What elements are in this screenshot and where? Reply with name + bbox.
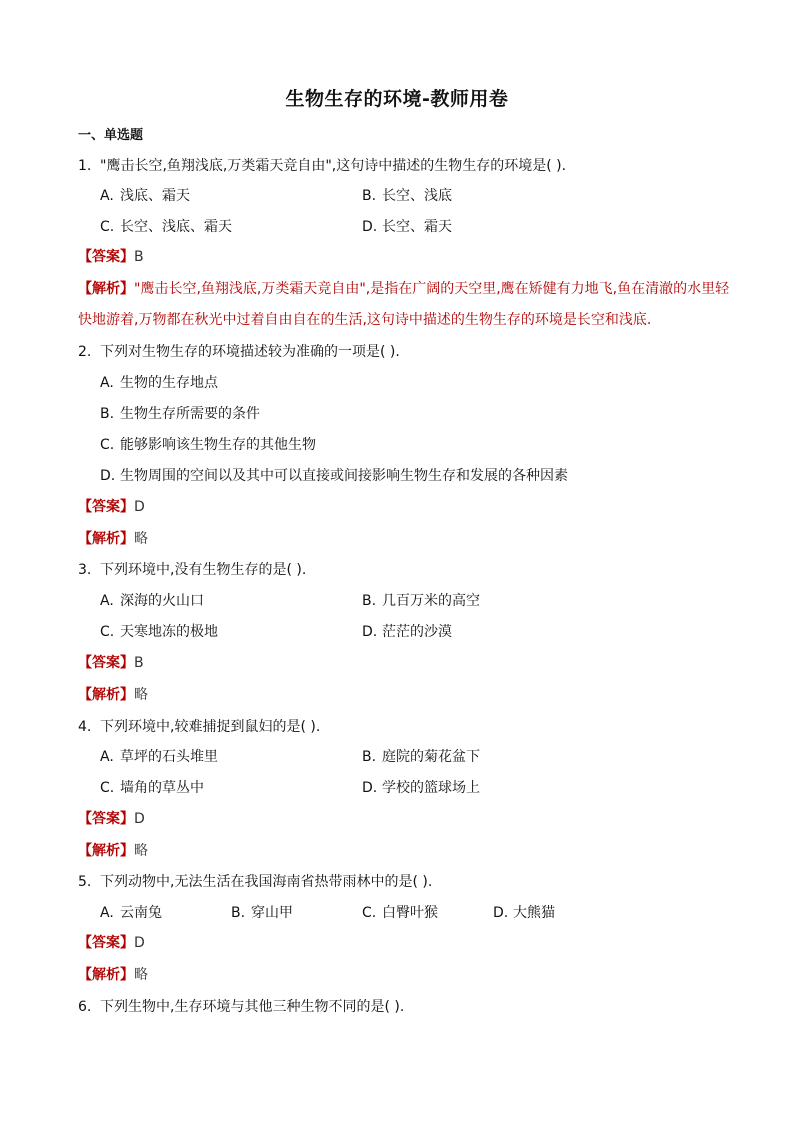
question-stem: 下列环境中,没有生物生存的是( ). [100,562,307,578]
answer-3: 【答案】B [78,655,144,671]
option-4a: A. 草坪的石头堆里 [100,749,218,765]
option-2d: D. 生物周围的空间以及其中可以直接或间接影响生物生存和发展的各种因素 [100,468,568,484]
answer-1: 【答案】B [78,249,144,265]
question-number: 6. [78,999,92,1015]
section-heading: 一、单选题 [78,128,144,143]
answer-2: 【答案】D [78,499,145,515]
question-4 [78,717,320,737]
explanation-2: 【解析】略 [78,531,148,547]
question-number: 3. [78,562,92,578]
option-1b: B. 长空、浅底 [362,188,452,204]
question-3 [78,560,306,580]
option-4d: D. 学校的篮球场上 [362,780,480,796]
question-2 [78,342,400,362]
option-1a: A. 浅底、霜天 [100,188,190,204]
answer-5: 【答案】D [78,935,145,951]
question-stem: "鹰击长空,鱼翔浅底,万类霜天竞自由",这句诗中描述的生物生存的环境是( ). [100,158,567,174]
question-stem: 下列生物中,生存环境与其他三种生物不同的是( ). [100,999,405,1015]
question-number: 2. [78,344,92,360]
question-number: 1. [78,158,92,174]
option-5c: C. 白臀叶猴 [362,905,438,921]
option-5b: B. 穿山甲 [231,905,293,921]
option-1c: C. 长空、浅底、霜天 [100,219,232,235]
option-3c: C. 天寒地冻的极地 [100,624,218,640]
option-2b: B. 生物生存所需要的条件 [100,406,260,422]
explanation-1: 【解析】"鹰击长空,鱼翔浅底,万类霜天竞自由",是指在广阔的天空里,鹰在矫健有力地飞,鱼在清澈的水里轻 [78,281,730,297]
option-3a: A. 深海的火山口 [100,593,204,609]
option-4c: C. 墙角的草丛中 [100,780,204,796]
option-2a: A. 生物的生存地点 [100,375,218,391]
option-2c: C. 能够影响该生物生存的其他生物 [100,437,316,453]
answer-4: 【答案】D [78,811,145,827]
option-1d: D. 长空、霜天 [362,219,452,235]
question-6 [78,997,404,1017]
question-number: 4. [78,719,92,735]
option-3d: D. 茫茫的沙漠 [362,624,452,640]
question-1 [78,156,566,176]
question-number: 5. [78,874,92,890]
option-4b: B. 庭院的菊花盆下 [362,749,480,765]
question-stem: 下列对生物生存的环境描述较为准确的一项是( ). [100,344,400,360]
option-5d: D. 大熊猫 [493,905,555,921]
question-stem: 下列动物中,无法生活在我国海南省热带雨林中的是( ). [100,874,433,890]
document-title: 生物生存的环境-教师用卷 [285,88,509,110]
explanation-1-cont: 快地游着,万物都在秋光中过着自由自在的生活,这句诗中描述的生物生存的环境是长空和浅底. [78,312,652,328]
explanation-5: 【解析】略 [78,967,148,983]
option-5a: A. 云南兔 [100,905,162,921]
question-stem: 下列环境中,较难捕捉到鼠妇的是( ). [100,719,321,735]
question-5 [78,872,432,892]
explanation-3: 【解析】略 [78,687,148,703]
explanation-4: 【解析】略 [78,843,148,859]
option-3b: B. 几百万米的高空 [362,593,480,609]
